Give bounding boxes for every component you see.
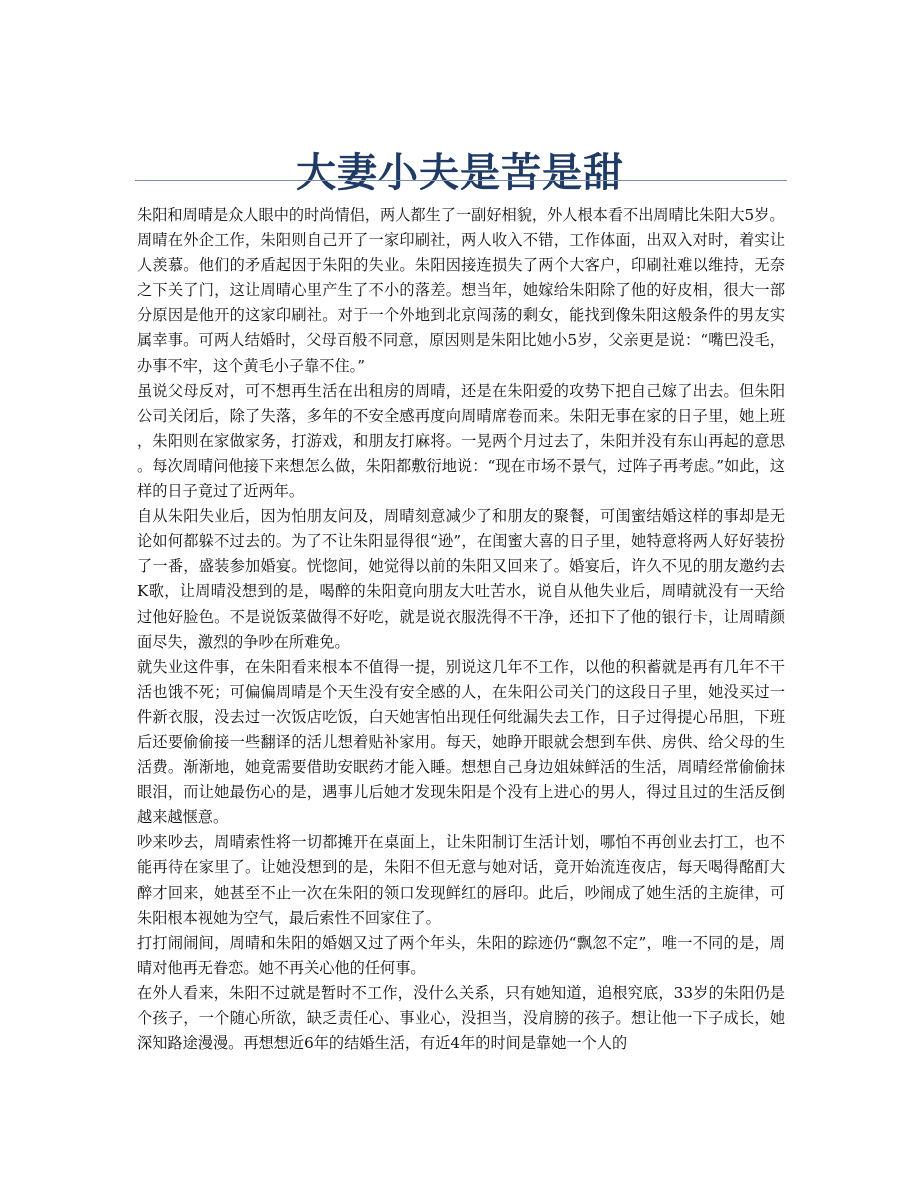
article-body bbox=[137, 203, 785, 1056]
document-title: 大妻小夫是苦是甜 bbox=[296, 149, 624, 196]
paragraph: 朱阳和周晴是众人眼中的时尚情侣，两人都生了一副好相貌，外人根本看不出周晴比朱阳大5岁。 bbox=[137, 206, 785, 224]
paragraph: 打打闹闹间，周晴和朱阳的婚姻又过了两个年头，朱阳的踪迹仍“飘忽不定”，唯一不同的是，周晴对他再无眷恋。她不再关心他的任何事。 bbox=[137, 933, 785, 977]
paragraph: 周晴在外企工作，朱阳则自己开了一家印刷社，两人收入不错，工作体面，出双入对时，着实让人羡慕。他们的矛盾起因于朱阳的失业。朱阳因接连损失了两个大客户，印刷社难以维持，无奈之下关了门，这让周晴心里产生了不小的落差。想当年，她嫁给朱阳除了他的好皮相，很大一部分原因是他开的这家印刷社。对于一个外地到北京闯荡的剩女，能找到像朱阳这般条件的男友实属幸事。可两人结婚时，父母百般不同意，原因则是朱阳比她小5岁，父亲更是说：“嘴巴没毛，办事不牢，这个黄毛小子靠不住。” bbox=[137, 231, 785, 375]
paragraph: 吵来吵去，周晴索性将一切都摊开在桌面上，让朱阳制订生活计划，哪怕不再创业去打工，也不能再待在家里了。让她没想到的是，朱阳不但无意与她对话，竟开始流连夜店，每天喝得酩酊大醉才回来，她甚至不止一次在朱阳的领口发现鲜红的唇印。此后，吵闹成了她生活的主旋律，可朱阳根本视她为空气，最后索性不回家住了。 bbox=[137, 833, 785, 927]
title-divider bbox=[135, 180, 787, 181]
paragraph: 就失业这件事，在朱阳看来根本不值得一提，别说这几年不工作，以他的积蓄就是再有几年不干活也饿不死；可偏偏周晴是个天生没有安全感的人，在朱阳公司关门的这段日子里，她没买过一件新衣服，没去过一次饭店吃饭，白天她害怕出现任何纰漏失去工作，日子过得提心吊胆，下班后还要偷偷接一些翻译的活儿想着贴补家用。每天，她睁开眼就会想到车供、房供、给父母的生活费。渐渐地，她竟需要借助安眠药才能入睡。想想自己身边姐妹鲜活的生活，周晴经常偷偷抹眼泪，而让她最伤心的是，遇事儿后她才发现朱阳是个没有上进心的男人，得过且过的生活反倒越来越惬意。 bbox=[137, 657, 785, 827]
paragraph: 在外人看来，朱阳不过就是暂时不工作，没什么关系，只有她知道，追根究底，33岁的朱阳仍是个孩子，一个随心所欲，缺乏责任心、事业心，没担当，没肩膀的孩子。想让他一下子成长，她深知路途漫漫。再想想近6年的结婚生活，有近4年的时间是靠她一个人的 bbox=[137, 983, 785, 1053]
paragraph: 自从朱阳失业后，因为怕朋友问及，周晴刻意减少了和朋友的聚餐，可闺蜜结婚这样的事却是无论如何都躲不过去的。为了不让朱阳显得很“逊”，在闺蜜大喜的日子里，她特意将两人好好装扮了一番，盛装参加婚宴。恍惚间，她觉得以前的朱阳又回来了。婚宴后，许久不见的朋友邀约去K歌，让周晴没想到的是，喝醉的朱阳竟向朋友大吐苦水，说自从他失业后，周晴就没有一天给过他好脸色。不是说饭菜做得不好吃，就是说衣服洗得不干净，还扣下了他的银行卡，让周晴颜面尽失，激烈的争吵在所难免。 bbox=[137, 507, 785, 651]
paragraph: 虽说父母反对，可不想再生活在出租房的周晴，还是在朱阳爱的攻势下把自己嫁了出去。但朱阳公司关闭后，除了失落，多年的不安全感再度向周晴席卷而来。朱阳无事在家的日子里，她上班，朱阳则在家做家务，打游戏，和朋友打麻将。一晃两个月过去了，朱阳并没有东山再起的意思。每次周晴问他接下来想怎么做，朱阳都敷衍地说：“现在市场不景气，过阵子再考虑。”如此，这样的日子竟过了近两年。 bbox=[137, 381, 785, 501]
